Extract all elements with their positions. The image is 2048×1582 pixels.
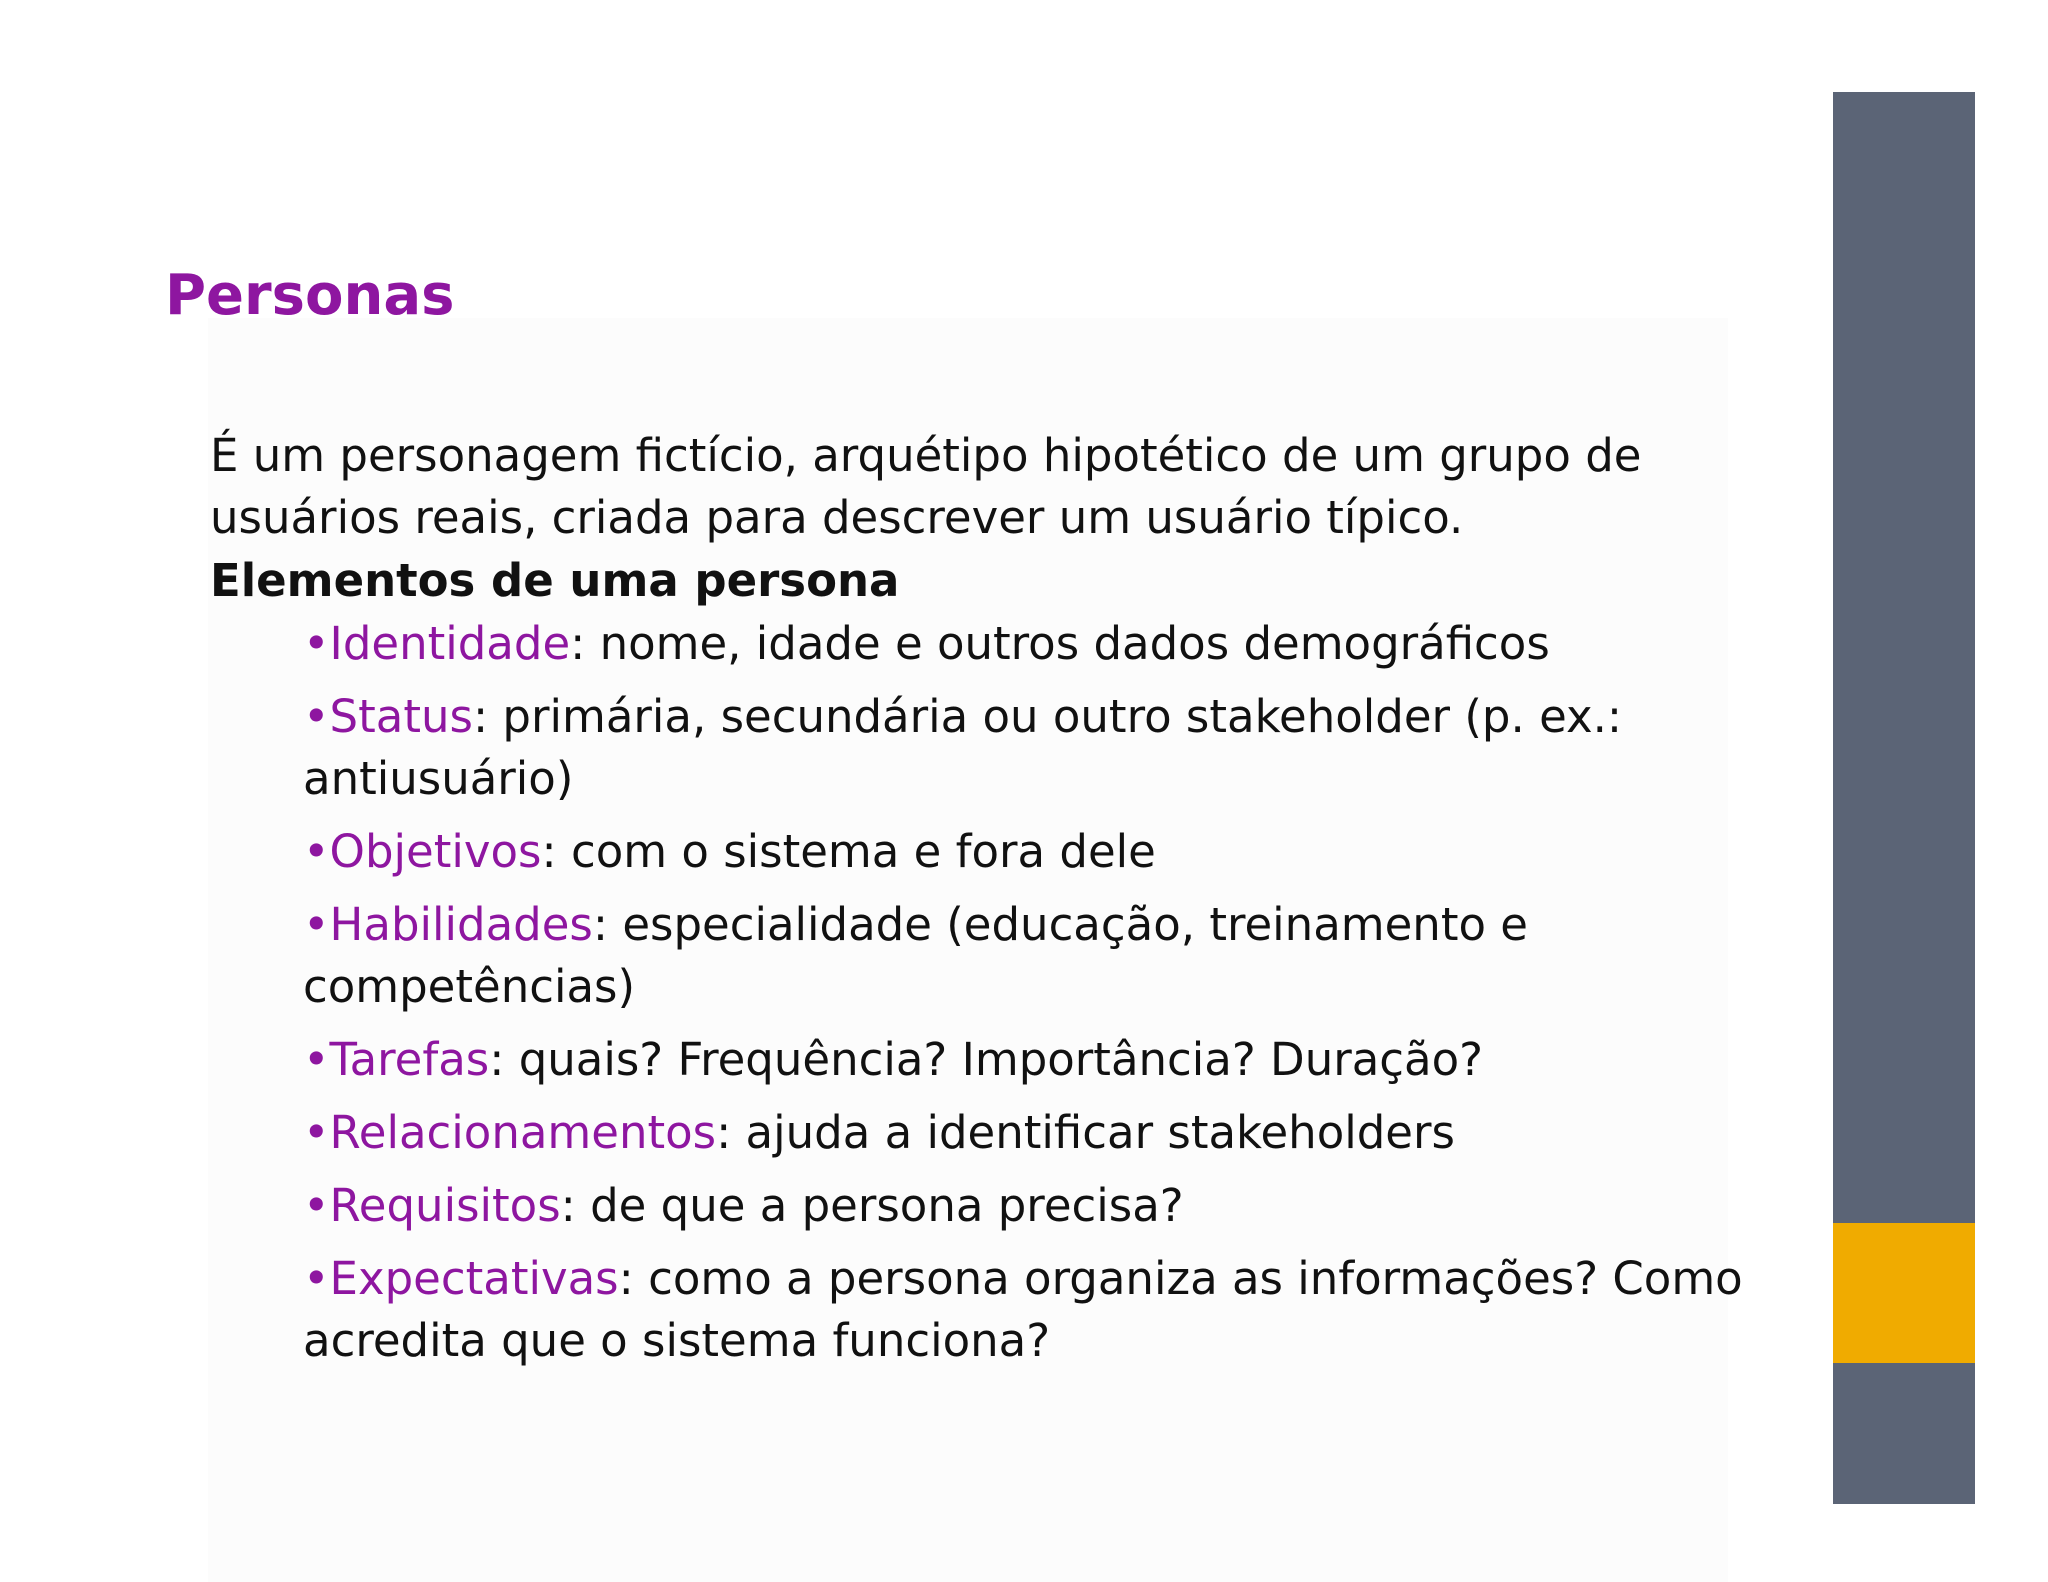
section-heading: Elementos de uma persona: [210, 554, 900, 607]
intro-paragraph: [210, 425, 1790, 549]
bullet-key: Status: [329, 690, 473, 743]
bullet-marker: •: [303, 898, 330, 951]
bullet-key: Requisitos: [329, 1179, 561, 1232]
list-item: [303, 1102, 1790, 1164]
list-item: [303, 1175, 1790, 1237]
slide-title: Personas: [165, 263, 455, 328]
bullet-text: : como a persona organiza as informações? Como: [618, 1252, 1743, 1305]
list-item: [303, 1248, 1790, 1372]
bullet-marker: •: [303, 825, 330, 878]
bullet-marker: •: [303, 1179, 330, 1232]
bullet-text: : primária, secundária ou outro stakeholder (p. ex.:: [472, 690, 1623, 743]
bullet-key: Identidade: [329, 617, 571, 670]
list-item: [303, 686, 1790, 810]
bullet-marker: •: [303, 1252, 330, 1305]
bullet-marker: •: [303, 690, 330, 743]
bullet-marker: •: [303, 1033, 330, 1086]
bullet-text: : nome, idade e outros dados demográficos: [570, 617, 1550, 670]
bullet-text-continued: competências): [303, 960, 636, 1013]
bullet-key: Habilidades: [329, 898, 593, 951]
intro-line-2: usuários reais, criada para descrever um usuário típico.: [210, 491, 1464, 544]
list-item: [303, 821, 1790, 883]
slide-body: [210, 425, 1790, 1383]
bullet-text: : especialidade (educação, treinamento e: [592, 898, 1528, 951]
bullet-text-continued: acredita que o sistema funciona?: [303, 1314, 1051, 1367]
bullet-key: Objetivos: [329, 825, 542, 878]
bullet-key: Expectativas: [329, 1252, 619, 1305]
side-bar-accent: [1833, 1223, 1975, 1363]
bullet-marker: •: [303, 617, 330, 670]
bullet-text: : de que a persona precisa?: [560, 1179, 1184, 1232]
bullet-text: : quais? Frequência? Importância? Duração?: [489, 1033, 1484, 1086]
bullet-text-continued: antiusuário): [303, 752, 574, 805]
bullet-key: Relacionamentos: [329, 1106, 717, 1159]
list-item: [303, 894, 1790, 1018]
bullet-text: : com o sistema e fora dele: [541, 825, 1156, 878]
bullet-list: [210, 613, 1790, 1372]
bullet-marker: •: [303, 1106, 330, 1159]
bullet-key: Tarefas: [329, 1033, 490, 1086]
intro-line-1: É um personagem fictício, arquétipo hipotético de um grupo de: [210, 429, 1642, 482]
list-item: [303, 613, 1790, 675]
bullet-text: : ajuda a identificar stakeholders: [716, 1106, 1455, 1159]
list-item: [303, 1029, 1790, 1091]
